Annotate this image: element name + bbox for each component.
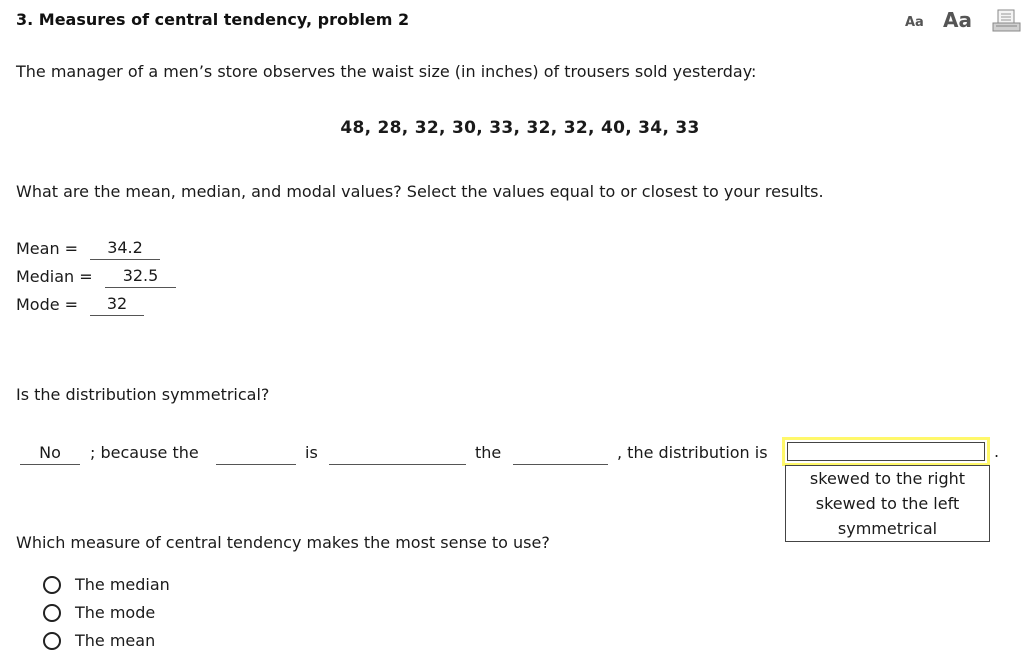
radio-median[interactable] — [43, 576, 61, 594]
is-text: is — [305, 443, 318, 462]
measure-question: Which measure of central tendency makes the most sense to use? — [16, 533, 550, 552]
radio-mean[interactable] — [43, 632, 61, 650]
symmetry-question: Is the distribution symmetrical? — [16, 385, 270, 404]
radio-mode-label[interactable]: The mode — [75, 603, 156, 622]
distribution-is-text: , the distribution is — [617, 443, 768, 462]
distribution-dropdown[interactable] — [782, 437, 990, 466]
sentence-period: . — [994, 442, 1000, 461]
distribution-options-list — [785, 465, 990, 542]
distribution-dropdown-field — [787, 442, 985, 461]
option-skewed-left[interactable]: skewed to the left — [815, 494, 960, 513]
print-icon[interactable] — [992, 9, 1022, 33]
data-values: 48, 28, 32, 30, 33, 32, 32, 40, 34, 33 — [340, 118, 700, 138]
decrease-font-button[interactable]: Aa — [905, 15, 924, 30]
option-skewed-right[interactable]: skewed to the right — [809, 469, 966, 488]
symmetry-selected-value: No — [39, 443, 61, 462]
page-title: 3. Measures of central tendency, problem 2 — [16, 10, 410, 29]
mean-dropdown[interactable] — [90, 237, 160, 260]
mode-dropdown[interactable] — [90, 293, 144, 316]
radio-mode[interactable] — [43, 604, 61, 622]
radio-median-label[interactable]: The median — [75, 575, 170, 594]
increase-font-button[interactable]: Aa — [943, 8, 972, 32]
measure-b-dropdown[interactable] — [513, 442, 608, 465]
measure-a-dropdown[interactable] — [216, 442, 296, 465]
because-text: ; because the — [90, 443, 199, 462]
median-label: Median = — [16, 267, 93, 286]
median-dropdown[interactable] — [105, 265, 176, 288]
radio-mean-label[interactable]: The mean — [75, 631, 156, 650]
comparison-dropdown[interactable] — [329, 442, 466, 465]
the-text: the — [475, 443, 502, 462]
symmetry-answer-dropdown[interactable] — [20, 442, 80, 465]
mode-selected-value: 32 — [106, 294, 128, 313]
question-mean-median-mode: What are the mean, median, and modal values? Select the values equal to or closest to your results. — [16, 182, 824, 201]
mean-label: Mean = — [16, 239, 79, 258]
mean-selected-value: 34.2 — [107, 238, 143, 257]
problem-intro: The manager of a men’s store observes the waist size (in inches) of trousers sold yesterday: — [16, 62, 757, 81]
option-symmetrical[interactable]: symmetrical — [837, 519, 938, 538]
mode-label: Mode = — [16, 295, 79, 314]
median-selected-value: 32.5 — [122, 266, 159, 285]
